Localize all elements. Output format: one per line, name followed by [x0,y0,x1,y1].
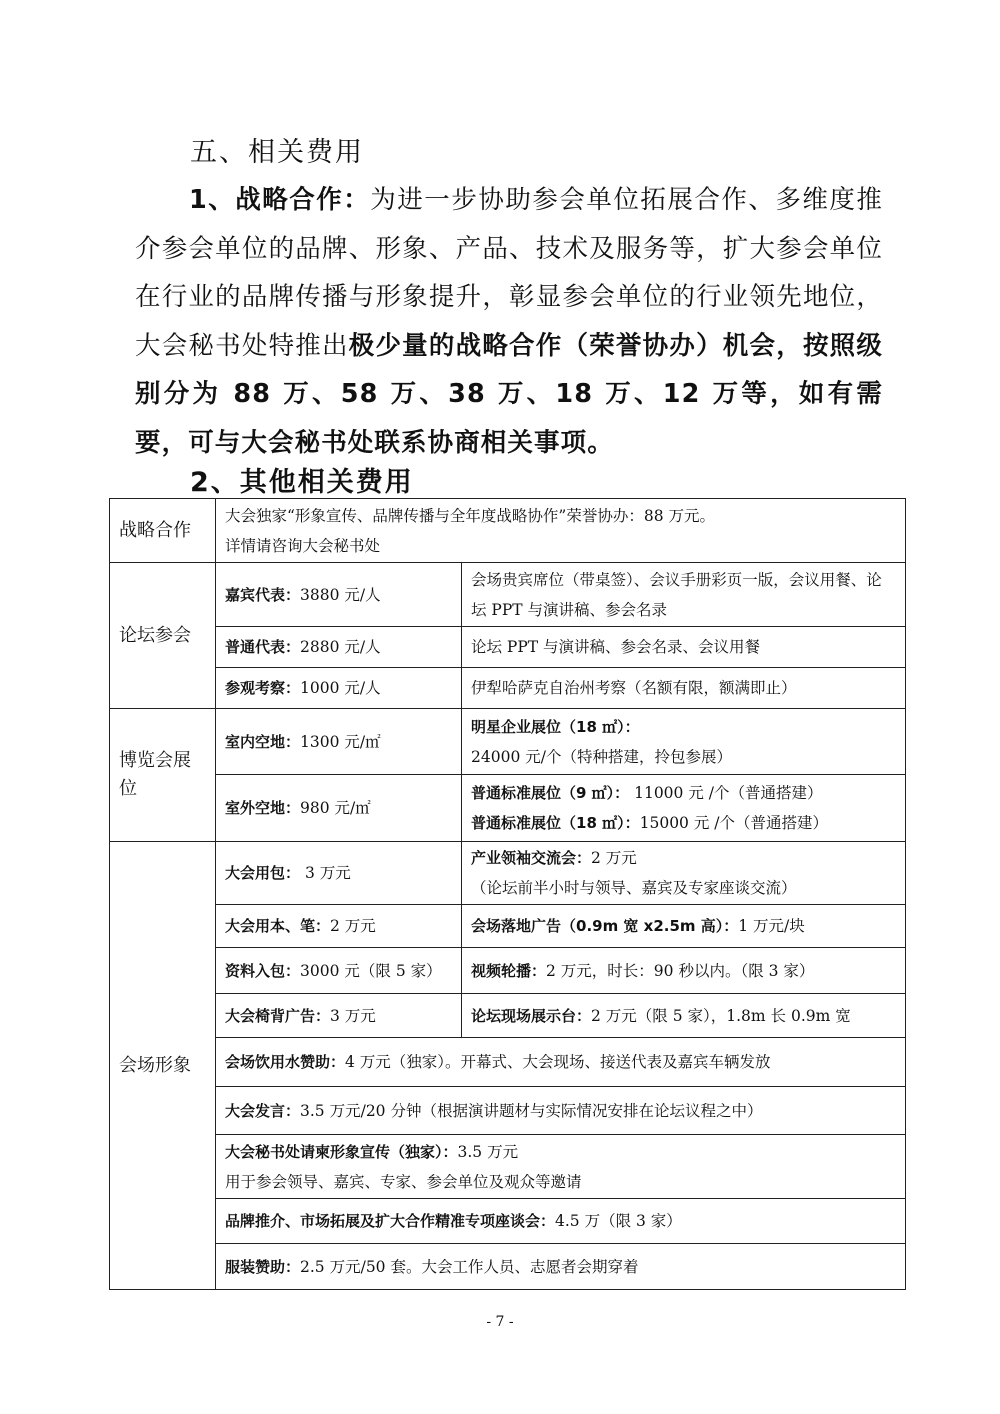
table-row [110,1244,906,1290]
item-label: 参观考察： [225,679,301,697]
item-value: 2.5 万元/50 套。大会工作人员、志愿者会期穿着 [300,1257,639,1276]
item-value: 2 万元 [330,917,376,935]
item-label: 大会椅背广告： [225,1006,331,1025]
category-cell: 论坛参会 [110,563,216,709]
table-cell [216,709,462,775]
cell-text: 大会独家“形象宣传、品牌传播与全年度战略协作”荣誉协办：88 万元。 [225,506,716,525]
table-row [110,499,906,563]
item-value: 3000 元（限 5 家） [300,961,442,980]
item-label: 会场饮用水赞助： [225,1053,346,1071]
table-cell [462,709,906,775]
paragraph-label: 1、战略合作： [189,185,371,215]
item-value: 3 万元 [300,864,351,882]
category-cell: 博览会展位 [110,709,216,842]
section-heading: 五、相关费用 [190,137,364,168]
table-cell: 伊犁哈萨克自治州考察（名额有限，额满即止） [462,668,906,709]
item-label: 嘉宾代表： [225,585,301,604]
table-cell [462,842,906,905]
item-value: 4.5 万（限 3 家） [555,1212,682,1230]
table-row [110,994,906,1038]
table-row [110,709,906,775]
item-label: 视频轮播： [471,961,547,980]
item-value: 3.5 万元/20 分钟（根据演讲题材与实际情况安排在论坛议程之中） [300,1101,763,1120]
table-cell [216,1135,906,1199]
table-row [110,1087,906,1135]
table-cell [216,994,462,1038]
item-label: 服装赞助： [225,1257,301,1276]
item-label: 大会用包： [225,864,301,882]
table-cell: 论坛 PPT 与演讲稿、参会名录、会议用餐 [462,627,906,668]
table-cell [216,668,462,709]
table-row [110,842,906,905]
table-cell [216,948,462,994]
item-label: 会场落地广告（0.9m 宽 x2.5m 高）： [471,917,739,935]
table-row [110,775,906,842]
table-cell [216,1087,906,1135]
item-value: 4 万元（独家）。开幕式、大会现场、接送代表及嘉宾车辆发放 [345,1053,771,1071]
item-value: 24000 元/个（特种搭建，拎包参展） [471,747,732,766]
item-label: 资料入包： [225,961,301,980]
paragraph-text: 为进一步协助参会单位拓展合作、多维度推介参会单位的品牌、形象、产品、技术及服务等，扩大参会单位在行业的品牌传播与形象提升，彰显参会单位的行业领先地位，大会秘书处特推出 [135,185,883,361]
item-value: 2 万元（限 5 家），1.8m 长 0.9m 宽 [591,1006,851,1025]
item-label: 室外空地： [225,799,301,817]
cell-text: 详情请咨询大会秘书处 [225,536,381,555]
table-cell [216,1199,906,1244]
item-note: 用于参会领导、嘉宾、专家、参会单位及观众等邀请 [225,1172,582,1191]
item-label: 论坛现场展示台： [471,1006,592,1025]
item-label: 普通标准展位（9 ㎡）： [471,784,630,802]
table-row [110,627,906,668]
table-row [110,1135,906,1199]
item-label: 大会用本、笔： [225,917,331,935]
item-label: 普通标准展位（18 ㎡）： [471,814,640,832]
item-label: 普通代表： [225,638,301,656]
table-cell [216,563,462,627]
table-row [110,948,906,994]
item-label: 品牌推介、市场拓展及扩大合作精准专项座谈会： [225,1212,556,1230]
item-value: 15000 元 /个（普通搭建） [639,814,828,832]
table-cell [462,994,906,1038]
item-label: 明星企业展位（18 ㎡）： [471,717,640,736]
category-cell: 会场形象 [110,842,216,1290]
paragraph-bold-text: 极少量的战略合作（荣誉协办）机会，按照级别分为 88 万、58 万、38 万、18 万、12 万等，如有需要，可与大会秘书处联系协商相关事项。 [135,330,883,458]
item-label: 大会发言： [225,1101,301,1120]
item-value: 3 万元 [330,1006,376,1025]
table-row [110,563,906,627]
table-cell [216,775,462,842]
table-cell [462,905,906,948]
item-note: （论坛前半小时与领导、嘉宾及专家座谈交流） [471,879,797,897]
page-number: - 7 - [486,1314,514,1330]
table-cell [216,1038,906,1087]
item-value: 11000 元 /个（普通搭建） [629,784,823,802]
table-cell: 会场贵宾席位（带桌签）、会议手册彩页一版，会议用餐、论坛 PPT 与演讲稿、参会名录 [462,563,906,627]
item-price: 1000 元/人 [300,679,381,697]
table-cell [216,1244,906,1290]
table-row [110,1038,906,1087]
subsection-heading: 2、其他相关费用 [190,467,414,498]
table-row [110,1199,906,1244]
item-label: 产业领袖交流会： [471,849,592,867]
table-cell [216,905,462,948]
table-cell [216,627,462,668]
item-value: 1 万元/块 [738,917,805,935]
item-label: 室内空地： [225,732,301,751]
item-label: 大会秘书处请柬形象宣传（独家）： [225,1142,458,1161]
table-row [110,668,906,709]
item-price: 1300 元/㎡ [300,732,381,751]
table-cell [216,499,906,563]
category-cell: 战略合作 [110,499,216,563]
table-row [110,905,906,948]
fees-table [109,498,906,1290]
item-value: 3.5 万元 [457,1142,519,1161]
item-price: 980 元/㎡ [300,799,371,817]
table-cell [462,775,906,842]
item-price: 2880 元/人 [300,638,381,656]
strategic-cooperation-paragraph [135,176,883,468]
table-cell [462,948,906,994]
item-value: 2 万元 [591,849,637,867]
table-cell [216,842,462,905]
item-price: 3880 元/人 [300,585,381,604]
item-value: 2 万元，时长：90 秒以内。（限 3 家） [546,961,815,980]
